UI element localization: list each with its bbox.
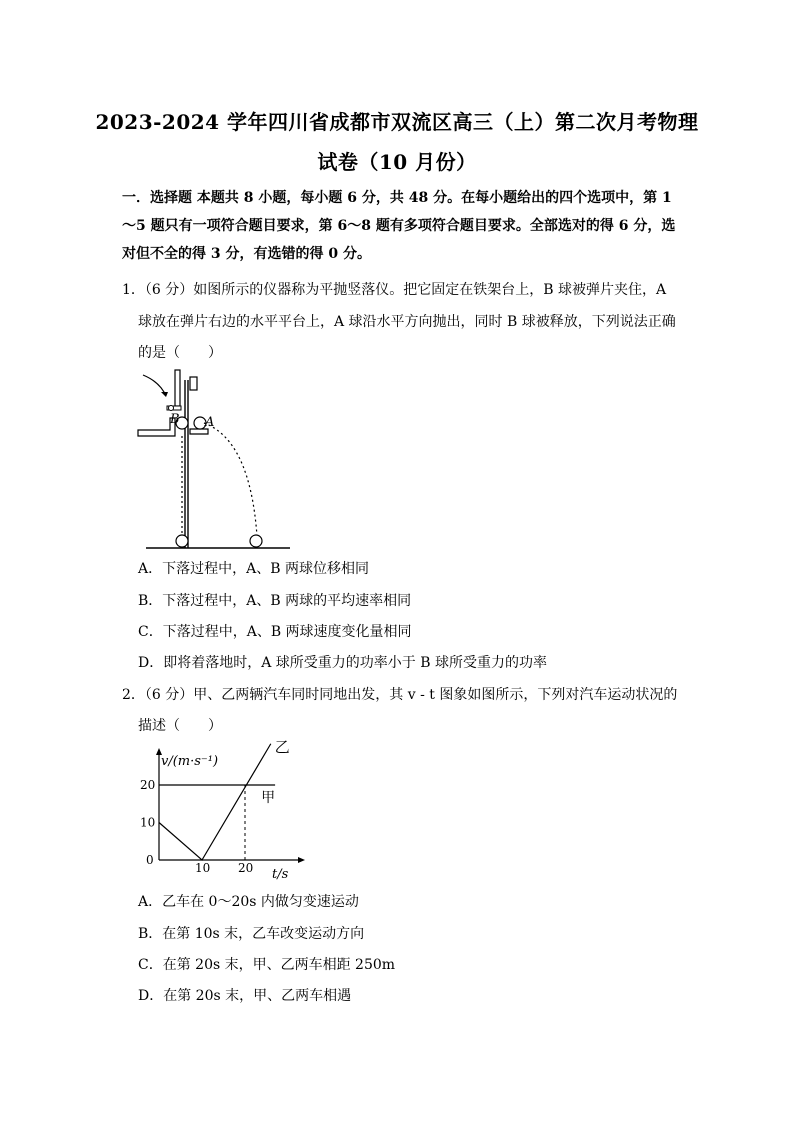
page-title-line1: 2023-2024 学年四川省成都市双流区高三（上）第二次月考物理	[95, 110, 699, 134]
q2-option-d: D．在第 20s 末，甲、乙两车相遇	[138, 988, 352, 1004]
section-intro: 本题共 8 小题，每小题 6 分，共 48 分。在每小题给出的四个选项中，第 1～5 题只有一项符合题目要求，第 6～8 题有多项符合题目要求。全部选对的得 6 分，选对但不全的得 3 分，有选错的得 0 分。	[122, 190, 676, 262]
x-tick-label-1: 20	[238, 861, 254, 875]
q2-option-a: A．乙车在 0～20s 内做匀变速运动	[138, 894, 359, 910]
q1-stem-line1: 1．（6 分）如图所示的仪器称为平抛竖落仪。把它固定在铁架台上，B 球被弹片夹住，A	[122, 282, 667, 298]
q1-option-c: C．下落过程中，A、B 两球速度变化量相同	[138, 624, 412, 640]
q1-figure-apparatus	[130, 362, 305, 554]
q1-stem-line3: 的是（ ）	[138, 345, 222, 361]
vt-chart	[130, 740, 330, 890]
x-axis-arrow-icon	[298, 857, 305, 863]
y-tick-label-2: 0	[146, 853, 154, 867]
q2-stem-line1: 2．（6 分）甲、乙两辆汽车同时同地出发，其 v - t 图象如图所示，下列对汽车运动状况的	[122, 687, 678, 703]
q1-stem-line2: 球放在弹片右边的水平平台上，A 球沿水平方向抛出，同时 B 球被释放，下列说法正确	[138, 314, 676, 330]
y-tick-label-0: 20	[140, 778, 156, 792]
x-axis-label: t/s	[272, 867, 289, 882]
label-b: B	[170, 412, 180, 427]
q2-option-c: C．在第 20s 末，甲、乙两车相距 250m	[138, 957, 396, 973]
series-label-0: 甲	[261, 790, 276, 806]
y-tick-label-1: 10	[140, 815, 156, 830]
label-a: A	[205, 415, 215, 430]
q1-option-a: A．下落过程中，A、B 两球位移相同	[138, 561, 369, 577]
q2-stem-line2: 描述（ ）	[138, 718, 222, 734]
section-instructions	[122, 184, 682, 268]
q1-option-b: B．下落过程中，A、B 两球的平均速率相同	[138, 593, 412, 609]
x-tick-label-0: 10	[195, 861, 211, 875]
y-axis-label: v/(m·s⁻¹)	[161, 754, 219, 769]
q2-option-b: B．在第 10s 末，乙车改变运动方向	[138, 926, 365, 942]
section-heading: 一．选择题	[122, 190, 192, 206]
page-title-line2: 试卷（10 月份）	[317, 150, 477, 174]
q1-option-d: D．即将着落地时，A 球所受重力的功率小于 B 球所受重力的功率	[138, 655, 547, 671]
series-label-1: 乙	[274, 740, 290, 756]
spring-plate	[175, 370, 180, 406]
